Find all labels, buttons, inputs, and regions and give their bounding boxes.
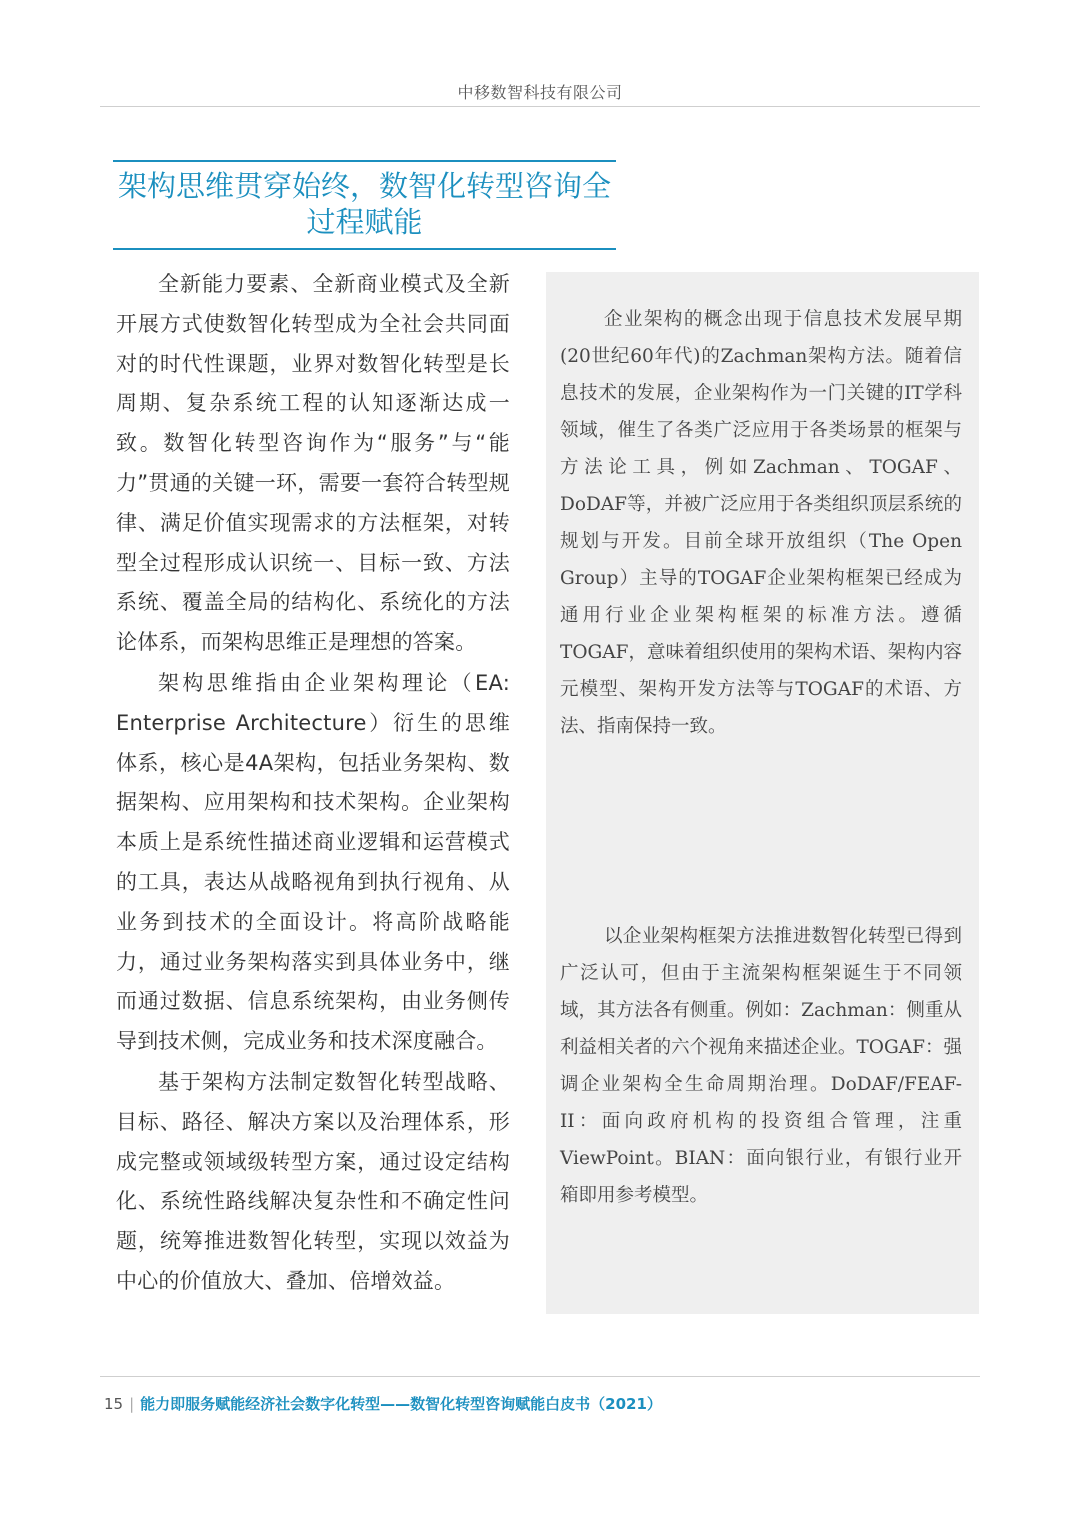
footer-separator: |: [129, 1395, 135, 1413]
footer-divider: [100, 1376, 980, 1377]
footer-document-title: 能力即服务赋能经济社会数字化转型——数智化转型咨询赋能白皮书（2021）: [140, 1395, 662, 1413]
header-divider: [100, 106, 980, 107]
sidebar-note-2: [560, 918, 962, 1214]
sidebar-note-1: [560, 301, 962, 745]
section-title-line-2: 过程赋能: [306, 205, 423, 239]
body-paragraph-2: 架构思维指由企业架构理论（EA: Enterprise Architecture）衍生的思维体系，核心是4A架构，包括业务架构、数据架构、应用架构和技术架构。企业架构本质上是系统性描述商业逻辑和运营模式的工具，表达从战略视角到执行视角、从业务到技术的全面设计。将高阶战略能力，通过业务架构落实到具体业务中，继而通过数据、信息系统架构，由业务侧传导到技术侧，完成业务和技术深度融合。: [116, 670, 510, 1054]
main-text-column: [116, 265, 510, 1302]
sidebar-note-1-text: 企业架构的概念出现于信息技术发展早期(20世纪60年代)的Zachman架构方法。随着信息技术的发展，企业架构作为一门关键的IT学科领域，催生了各类广泛应用于各类场景的框架与方法论工具，例如Zachman、TOGAF、DoDAF等，并被广泛应用于各类组织顶层系统的规划与开发。目前全球开放组织（The Open Group）主导的TOGAF企业架构框架已经成为通用行业企业架构框架的标准方法。遵循TOGAF，意味着组织使用的架构术语、架构内容元模型、架构开发方法等与TOGAF的术语、方法、指南保持一致。: [560, 309, 962, 737]
section-title: [113, 160, 616, 250]
page-footer: [104, 1393, 662, 1414]
sidebar-note-2-text: 以企业架构框架方法推进数智化转型已得到广泛认可，但由于主流架构框架诞生于不同领域，其方法各有侧重。例如：Zachman：侧重从利益相关者的六个视角来描述企业。TOGAF：强调企业架构全生命周期治理。DoDAF/FEAF-II：面向政府机构的投资组合管理，注重ViewPoint。BIAN：面向银行业，有银行业开箱即用参考模型。: [560, 926, 962, 1206]
header-company-name: 中移数智科技有限公司: [457, 83, 623, 102]
body-paragraph-3: 基于架构方法制定数智化转型战略、目标、路径、解决方案以及治理体系，形成完整或领域级转型方案，通过设定结构化、系统性路线解决复杂性和不确定性问题，统筹推进数智化转型，实现以效益为中心的价值放大、叠加、倍增效益。: [116, 1069, 510, 1293]
section-title-line-1: 架构思维贯穿始终，数智化转型咨询全: [117, 169, 611, 203]
body-paragraph-1: 全新能力要素、全新商业模式及全新开展方式使数智化转型成为全社会共同面对的时代性课题，业界对数智化转型是长周期、复杂系统工程的认知逐渐达成一致。数智化转型咨询作为“服务”与“能力”贯通的关键一环，需要一套符合转型规律、满足价值实现需求的方法框架，对转型全过程形成认识统一、目标一致、方法系统、覆盖全局的结构化、系统化的方法论体系，而架构思维正是理想的答案。: [116, 272, 510, 655]
page-number: 15: [104, 1395, 124, 1413]
